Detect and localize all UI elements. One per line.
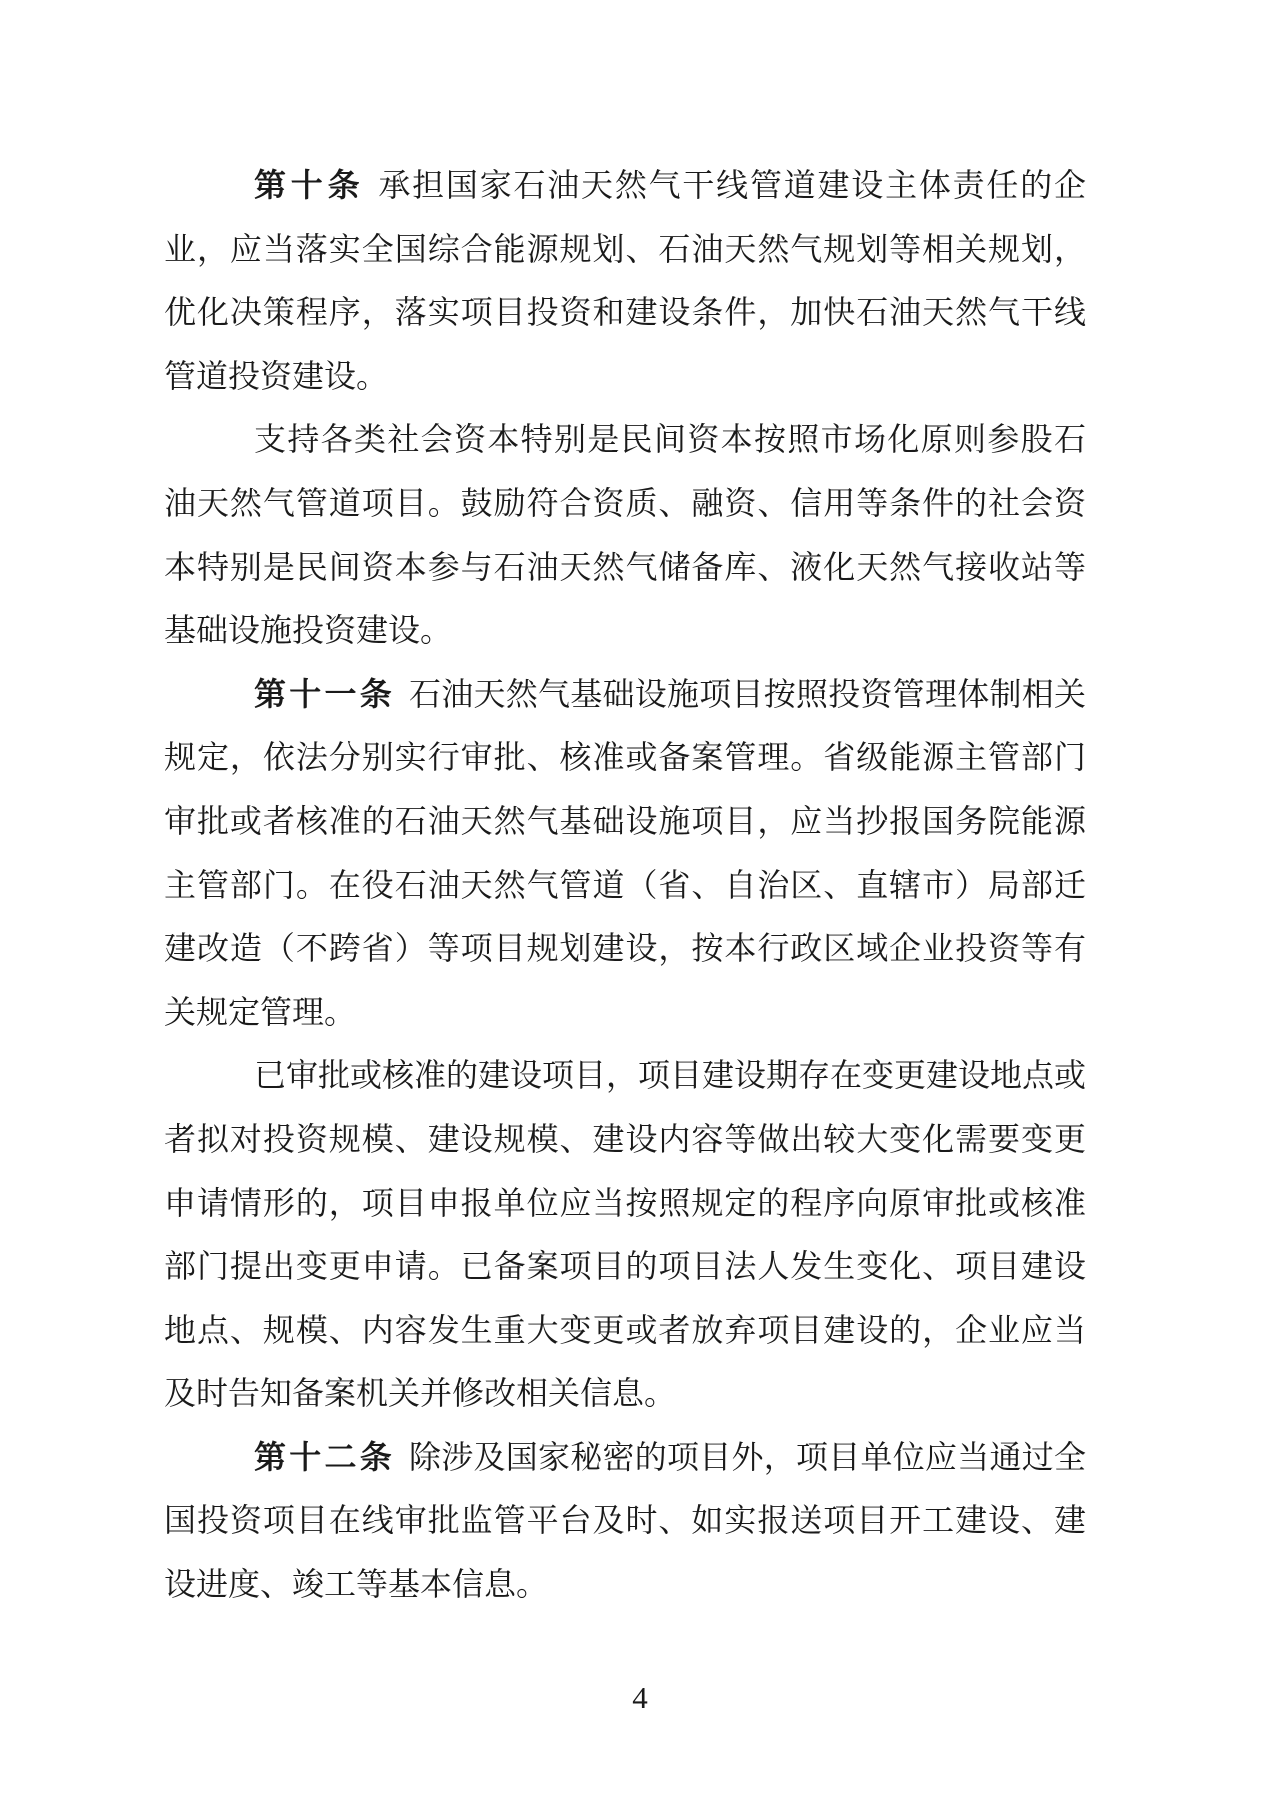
line-text: 国投资项目在线审批监管平台及时、如实报送项目开工建设、建 [164,1502,1086,1539]
text-line [164,154,1086,218]
text-line [164,1172,1086,1236]
line-text: 申请情形的，项目申报单位应当按照规定的程序向原审批或核准 [164,1184,1086,1221]
change-application-paragraph [164,1044,1086,1426]
line-text: 除涉及国家秘密的项目外，项目单位应当通过全 [409,1438,1086,1475]
line-text: 部门提出变更申请。已备案项目的项目法人发生变化、项目建设 [164,1248,1086,1285]
social-capital-paragraph [164,408,1086,662]
line-text: 优化决策程序，落实项目投资和建设条件，加快石油天然气干线 [164,294,1086,331]
line-text: 石油天然气基础设施项目按照投资管理体制相关 [409,675,1086,712]
text-line [164,218,1086,282]
article-10-paragraph [164,154,1086,408]
line-text: 承担国家石油天然气干线管道建设主体责任的企 [378,167,1086,203]
article-11-paragraph [164,663,1086,1045]
page-number: 4 [632,1680,648,1715]
text-line [164,917,1086,981]
text-line [164,790,1086,854]
text-line [164,472,1086,536]
text-line [164,408,1086,472]
text-line [164,1426,1086,1490]
text-line [164,981,1086,1045]
line-text: 规定，依法分别实行审批、核准或备案管理。省级能源主管部门 [164,739,1086,776]
text-line [164,663,1086,727]
article-number-label: 第十条 [254,167,365,203]
text-line [164,536,1086,600]
line-text: 设进度、竣工等基本信息。 [164,1566,549,1603]
text-line [164,1235,1086,1299]
text-line [164,854,1086,918]
line-text: 业，应当落实全国综合能源规划、石油天然气规划等相关规划， [164,230,1086,267]
line-text: 及时告知备案机关并修改相关信息。 [164,1375,677,1412]
line-text: 关规定管理。 [164,993,357,1030]
line-text: 已审批或核准的建设项目，项目建设期存在变更建设地点或 [254,1057,1087,1094]
text-line [164,1553,1086,1617]
article-number-label: 第十二条 [254,1438,395,1475]
article-number-label: 第十一条 [254,675,395,712]
text-line [164,345,1086,409]
line-text: 审批或者核准的石油天然气基础设施项目，应当抄报国务院能源 [164,802,1086,839]
line-text: 地点、规模、内容发生重大变更或者放弃项目建设的，企业应当 [164,1311,1086,1348]
article-12-paragraph [164,1426,1086,1617]
line-text: 油天然气管道项目。鼓励符合资质、融资、信用等条件的社会资 [164,484,1086,521]
text-line [164,1108,1086,1172]
line-text: 本特别是民间资本参与石油天然气储备库、液化天然气接收站等 [164,548,1086,585]
line-text: 支持各类社会资本特别是民间资本按照市场化原则参股石 [254,421,1086,458]
line-text: 主管部门。在役石油天然气管道（省、自治区、直辖市）局部迁 [164,866,1086,903]
text-line [164,281,1086,345]
line-text: 建改造（不跨省）等项目规划建设，按本行政区域企业投资等有 [164,930,1086,967]
text-line [164,1044,1086,1108]
text-line [164,1362,1086,1426]
text-line [164,1299,1086,1363]
document-body [164,154,1086,1617]
line-text: 者拟对投资规模、建设规模、建设内容等做出较大变化需要变更 [164,1120,1086,1157]
text-line [164,599,1086,663]
line-text: 管道投资建设。 [164,357,389,394]
line-text: 基础设施投资建设。 [164,612,453,649]
text-line [164,1489,1086,1553]
text-line [164,726,1086,790]
